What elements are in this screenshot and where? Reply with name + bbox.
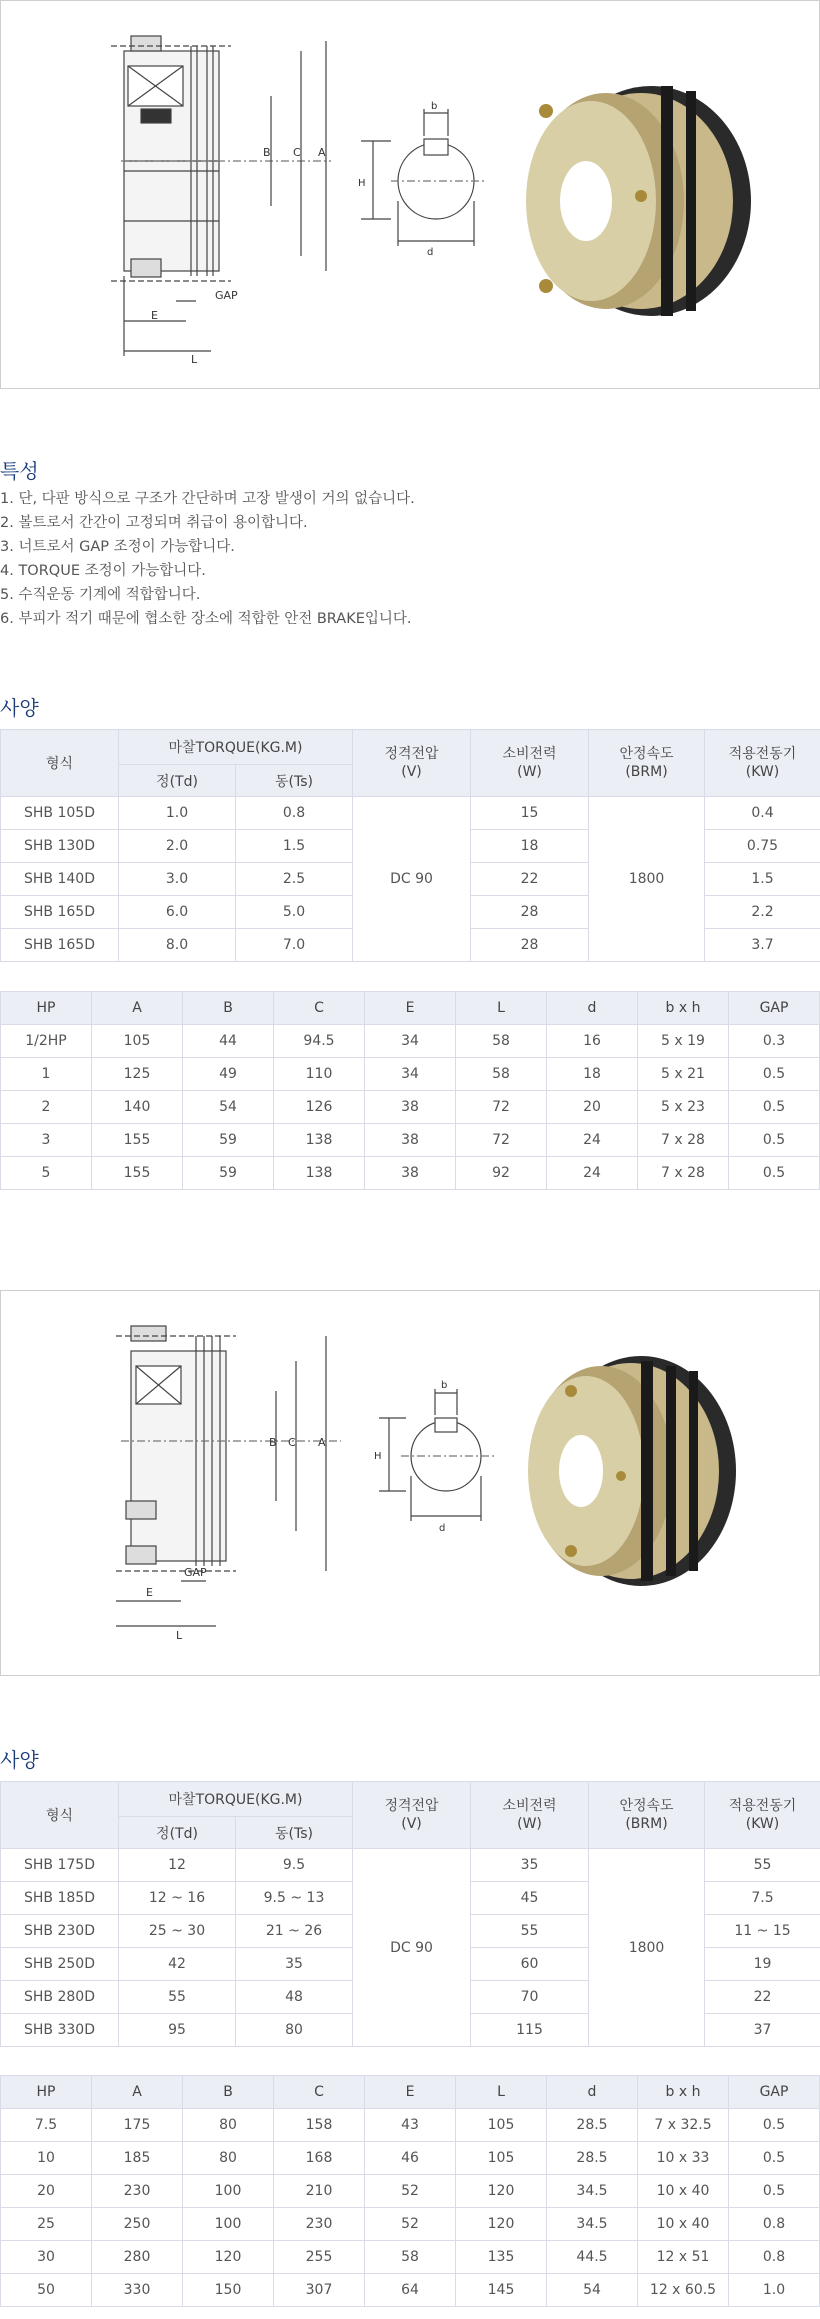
header-b: B [183,2076,274,2109]
header-torque: 마찰TORQUE(KG.M) [119,730,353,765]
dim-label-c: C [293,146,301,159]
cell-power: 60 [471,1948,589,1981]
header-speed: 안정속도 (BRM) [589,1782,705,1849]
cell-voltage: DC 90 [353,1849,471,2047]
dim-label-l: L [191,353,198,366]
table-cell: 64 [365,2274,456,2307]
table-cell: 145 [456,2274,547,2307]
table-cell: 59 [183,1157,274,1190]
header-l: L [456,992,547,1025]
features-list [0,487,415,631]
table-cell: 307 [274,2274,365,2307]
table-cell: 110 [274,1058,365,1091]
cell-ts: 1.5 [236,830,353,863]
table-cell: 20 [547,1091,638,1124]
table-cell: 54 [183,1091,274,1124]
table-row [1,1157,820,1190]
cell-power: 28 [471,929,589,962]
table-cell: 80 [183,2109,274,2142]
table-row [1,1124,820,1157]
table-cell: 38 [365,1124,456,1157]
table-cell: 20 [1,2175,92,2208]
header-c: C [274,2076,365,2109]
cell-motor: 37 [705,2014,820,2047]
cell-motor: 11 ~ 15 [705,1915,820,1948]
table-cell: 44.5 [547,2241,638,2274]
cell-motor: 0.4 [705,797,820,830]
table-cell: 38 [365,1157,456,1190]
table-cell: 12 x 60.5 [638,2274,729,2307]
cell-ts: 21 ~ 26 [236,1915,353,1948]
table-cell: 38 [365,1091,456,1124]
cell-power: 115 [471,2014,589,2047]
cell-power: 55 [471,1915,589,1948]
header-bxh: b x h [638,2076,729,2109]
header-a: A [92,2076,183,2109]
header-power: 소비전력 (W) [471,1782,589,1849]
header-static-torque: 정(Td) [119,1817,236,1849]
table-cell: 28.5 [547,2109,638,2142]
cell-model: SHB 105D [1,797,119,830]
section-drawing [116,1326,341,1626]
cell-td: 1.0 [119,797,236,830]
dim-label-gap: GAP [184,1566,207,1579]
dim-label-l: L [176,1629,183,1642]
table-cell: 43 [365,2109,456,2142]
table-cell: 92 [456,1157,547,1190]
cell-motor: 2.2 [705,896,820,929]
table-cell: 5 x 23 [638,1091,729,1124]
table-cell: 5 [1,1157,92,1190]
table-cell: 58 [365,2241,456,2274]
table-cell: 50 [1,2274,92,2307]
table-cell: 100 [183,2175,274,2208]
table-cell: 138 [274,1157,365,1190]
cell-model: SHB 230D [1,1915,119,1948]
table-cell: 18 [547,1058,638,1091]
table-cell: 155 [92,1157,183,1190]
spec-table-1 [0,729,820,962]
cell-ts: 9.5 [236,1849,353,1882]
cell-model: SHB 175D [1,1849,119,1882]
table-cell: 10 [1,2142,92,2175]
table-cell: 52 [365,2175,456,2208]
cell-model: SHB 185D [1,1882,119,1915]
table-cell: 34.5 [547,2175,638,2208]
table-cell: 230 [274,2208,365,2241]
table-cell: 10 x 40 [638,2175,729,2208]
cell-power: 70 [471,1981,589,2014]
table-cell: 34 [365,1058,456,1091]
dim-label-a: A [318,146,326,159]
table-cell: 5 x 19 [638,1025,729,1058]
table-row [1,2142,820,2175]
table-cell: 158 [274,2109,365,2142]
table-cell: 210 [274,2175,365,2208]
table-cell: 28.5 [547,2142,638,2175]
table-cell: 0.5 [729,1124,820,1157]
cell-td: 6.0 [119,896,236,929]
table-cell: 280 [92,2241,183,2274]
keyway-drawing [361,109,486,246]
cell-td: 42 [119,1948,236,1981]
table-cell: 10 x 40 [638,2208,729,2241]
header-model: 형식 [1,730,119,797]
table-cell: 72 [456,1091,547,1124]
table-cell: 34.5 [547,2208,638,2241]
table-cell: 54 [547,2274,638,2307]
table-cell: 140 [92,1091,183,1124]
header-power: 소비전력 (W) [471,730,589,797]
table-cell: 138 [274,1124,365,1157]
cell-model: SHB 140D [1,863,119,896]
feature-item: 1. 단, 다판 방식으로 구조가 간단하며 고장 발생이 거의 없습니다. [0,491,415,507]
dimension-table-2 [0,2075,820,2307]
table-cell: 250 [92,2208,183,2241]
cell-motor: 0.75 [705,830,820,863]
table-cell: 0.5 [729,1157,820,1190]
table-cell: 3 [1,1124,92,1157]
cell-ts: 48 [236,1981,353,2014]
header-model: 형식 [1,1782,119,1849]
product-figure-1 [0,0,820,389]
table-cell: 58 [456,1025,547,1058]
dim-label-d: d [427,247,434,258]
header-motor: 적용전동기 (KW) [705,1782,820,1849]
table-cell: 0.8 [729,2241,820,2274]
dim-label-e: E [151,309,158,322]
dim-label-h: H [374,1451,382,1462]
table-cell: 168 [274,2142,365,2175]
table-cell: 80 [183,2142,274,2175]
table-row [1,2109,820,2142]
table-cell: 105 [456,2109,547,2142]
header-dynamic-torque: 동(Ts) [236,1817,353,1849]
table-cell: 49 [183,1058,274,1091]
spec-table-2 [0,1781,820,2047]
spec-title-2: 사양 [0,1748,39,1772]
table-cell: 44 [183,1025,274,1058]
table-cell: 25 [1,2208,92,2241]
cell-td: 2.0 [119,830,236,863]
cell-model: SHB 165D [1,929,119,962]
table-row [1,1091,820,1124]
cell-td: 95 [119,2014,236,2047]
table-cell: 72 [456,1124,547,1157]
table-cell: 46 [365,2142,456,2175]
header-voltage: 정격전압 (V) [353,1782,471,1849]
cell-motor: 7.5 [705,1882,820,1915]
cell-ts: 7.0 [236,929,353,962]
header-bxh: b x h [638,992,729,1025]
cell-ts: 0.8 [236,797,353,830]
table-cell: 58 [456,1058,547,1091]
header-torque: 마찰TORQUE(KG.M) [119,1782,353,1817]
header-gap: GAP [729,992,820,1025]
table-cell: 120 [456,2208,547,2241]
table-cell: 120 [456,2175,547,2208]
table-cell: 0.5 [729,2109,820,2142]
cell-td: 3.0 [119,863,236,896]
cell-model: SHB 280D [1,1981,119,2014]
cell-motor: 19 [705,1948,820,1981]
cell-ts: 80 [236,2014,353,2047]
cell-model: SHB 250D [1,1948,119,1981]
dim-label-key-width: b [441,1380,448,1391]
table-cell: 24 [547,1124,638,1157]
table-cell: 0.5 [729,2175,820,2208]
table-cell: 135 [456,2241,547,2274]
dim-label-b: B [263,146,271,159]
header-a: A [92,992,183,1025]
dim-label-d: d [439,1523,446,1534]
cell-model: SHB 165D [1,896,119,929]
header-speed: 안정속도 (BRM) [589,730,705,797]
brake-photo-2 [528,1356,736,1586]
table-cell: 7 x 32.5 [638,2109,729,2142]
table-cell: 0.5 [729,2142,820,2175]
table-cell: 120 [183,2241,274,2274]
table-cell: 1 [1,1058,92,1091]
table-cell: 7 x 28 [638,1157,729,1190]
table-cell: 185 [92,2142,183,2175]
dim-label-h: H [358,178,366,189]
table-cell: 0.5 [729,1058,820,1091]
table-cell: 2 [1,1091,92,1124]
table-cell: 12 x 51 [638,2241,729,2274]
table-cell: 330 [92,2274,183,2307]
table-cell: 155 [92,1124,183,1157]
dim-label-gap: GAP [215,289,238,302]
header-hp: HP [1,2076,92,2109]
table-row [1,2208,820,2241]
cell-power: 15 [471,797,589,830]
header-motor: 적용전동기 (KW) [705,730,820,797]
table-cell: 16 [547,1025,638,1058]
table-row [1,1025,820,1058]
table-cell: 125 [92,1058,183,1091]
header-voltage: 정격전압 (V) [353,730,471,797]
cell-ts: 9.5 ~ 13 [236,1882,353,1915]
brake-drawing-1 [1,1,819,388]
dim-label-e: E [146,1586,153,1599]
cell-td: 12 ~ 16 [119,1882,236,1915]
table-cell: 100 [183,2208,274,2241]
table-cell: 7.5 [1,2109,92,2142]
table-cell: 105 [456,2142,547,2175]
header-e: E [365,992,456,1025]
table-row [1,1058,820,1091]
dim-label-b: B [269,1436,277,1449]
table-row [1,2175,820,2208]
table-row [1,2274,820,2307]
header-l: L [456,2076,547,2109]
table-cell: 0.8 [729,2208,820,2241]
header-c: C [274,992,365,1025]
feature-item: 2. 볼트로서 간간이 고정되며 취급이 용이합니다. [0,515,308,531]
cell-model: SHB 130D [1,830,119,863]
table-cell: 0.5 [729,1091,820,1124]
table-cell: 126 [274,1091,365,1124]
table-cell: 0.3 [729,1025,820,1058]
table-cell: 24 [547,1157,638,1190]
header-e: E [365,2076,456,2109]
cell-speed: 1800 [589,797,705,962]
cell-speed: 1800 [589,1849,705,2047]
brake-drawing-2 [1,1291,819,1675]
table-cell: 5 x 21 [638,1058,729,1091]
keyway-drawing [379,1389,496,1521]
table-cell: 175 [92,2109,183,2142]
header-hp: HP [1,992,92,1025]
cell-motor: 55 [705,1849,820,1882]
product-figure-2 [0,1290,820,1676]
dim-label-c: C [288,1436,296,1449]
cell-td: 8.0 [119,929,236,962]
cell-motor: 22 [705,1981,820,2014]
table-row [1,2241,820,2274]
cell-motor: 3.7 [705,929,820,962]
cell-td: 25 ~ 30 [119,1915,236,1948]
feature-item: 6. 부피가 적기 때문에 협소한 장소에 적합한 안전 BRAKE입니다. [0,611,412,627]
table-row [1,797,820,830]
dim-label-key-width: b [431,101,438,112]
table-cell: 230 [92,2175,183,2208]
header-gap: GAP [729,2076,820,2109]
dimension-table-1 [0,991,820,1190]
table-row [1,1849,820,1882]
cell-voltage: DC 90 [353,797,471,962]
table-cell: 1/2HP [1,1025,92,1058]
table-cell: 59 [183,1124,274,1157]
dim-label-a: A [318,1436,326,1449]
cell-power: 45 [471,1882,589,1915]
header-d: d [547,2076,638,2109]
features-title: 특성 [0,459,39,483]
table-cell: 94.5 [274,1025,365,1058]
cell-td: 55 [119,1981,236,2014]
cell-td: 12 [119,1849,236,1882]
table-cell: 7 x 28 [638,1124,729,1157]
cell-model: SHB 330D [1,2014,119,2047]
table-cell: 1.0 [729,2274,820,2307]
table-cell: 34 [365,1025,456,1058]
table-cell: 52 [365,2208,456,2241]
header-static-torque: 정(Td) [119,765,236,797]
cell-ts: 2.5 [236,863,353,896]
spec-title-1: 사양 [0,696,39,720]
table-cell: 255 [274,2241,365,2274]
table-cell: 30 [1,2241,92,2274]
section-drawing [111,36,331,356]
cell-power: 28 [471,896,589,929]
cell-ts: 5.0 [236,896,353,929]
table-cell: 10 x 33 [638,2142,729,2175]
brake-photo-1 [526,86,751,316]
cell-ts: 35 [236,1948,353,1981]
cell-motor: 1.5 [705,863,820,896]
table-cell: 150 [183,2274,274,2307]
feature-item: 4. TORQUE 조정이 가능합니다. [0,563,206,579]
header-d: d [547,992,638,1025]
cell-power: 35 [471,1849,589,1882]
feature-item: 5. 수직운동 기계에 적합합니다. [0,587,201,603]
cell-power: 22 [471,863,589,896]
cell-power: 18 [471,830,589,863]
table-cell: 105 [92,1025,183,1058]
header-b: B [183,992,274,1025]
header-dynamic-torque: 동(Ts) [236,765,353,797]
feature-item: 3. 너트로서 GAP 조정이 가능합니다. [0,539,235,555]
